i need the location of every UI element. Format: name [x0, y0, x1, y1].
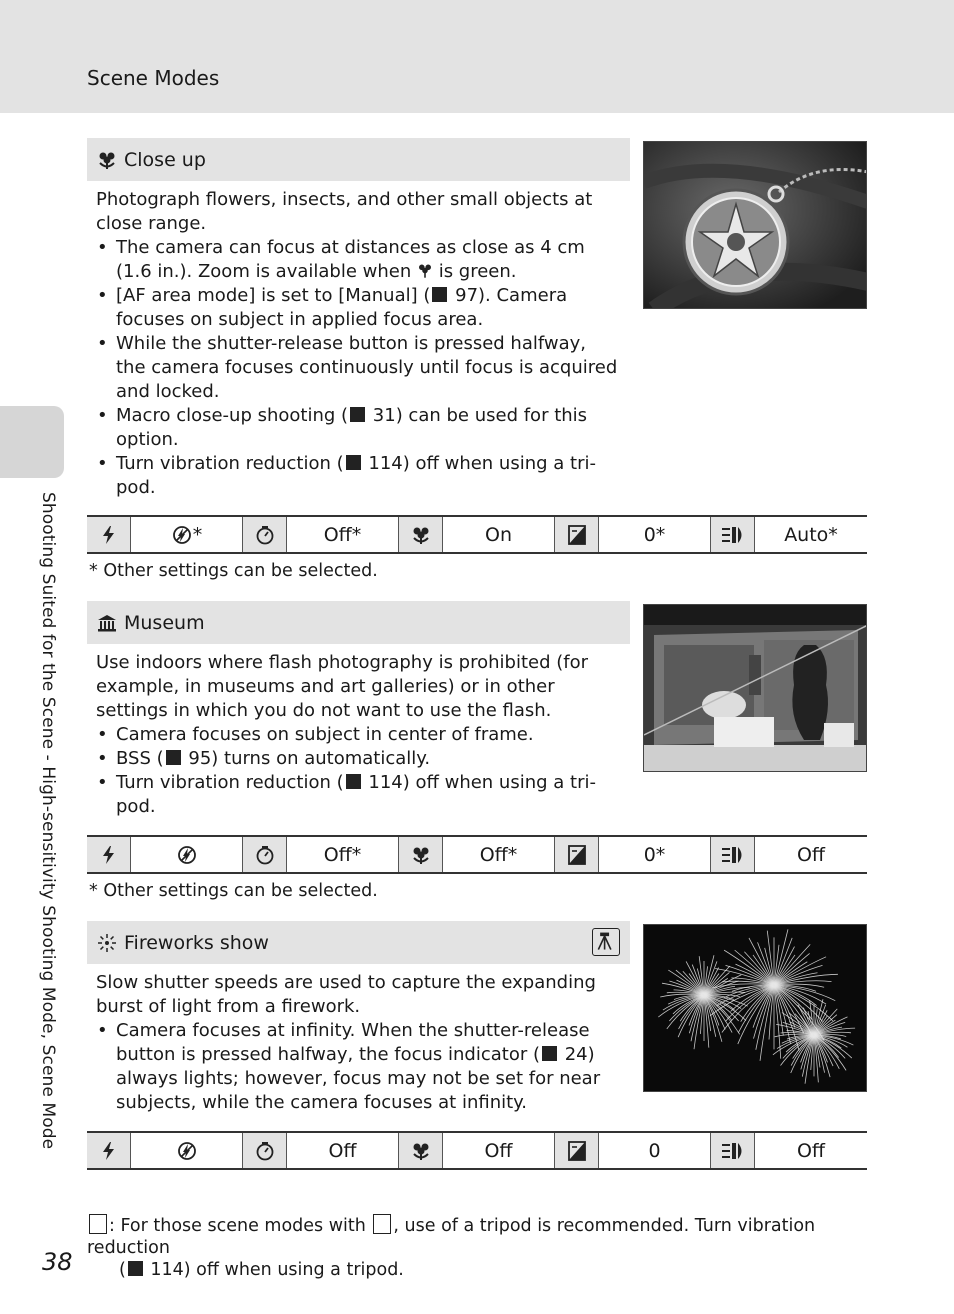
noise-reduction-icon	[711, 1133, 755, 1168]
macro-icon	[399, 1133, 443, 1168]
exposure-comp-value: 0*	[599, 837, 711, 872]
museum-photo	[643, 604, 867, 772]
tripod-footnote: : For those scene modes with , use of a tripod is recommended. Turn vibration reduction ( 114) off when using a tripod.	[87, 1216, 816, 1280]
exposure-comp-icon	[555, 837, 599, 872]
flash-off-icon	[171, 524, 193, 546]
close-up-photo	[643, 141, 867, 309]
exposure-comp-icon	[555, 1133, 599, 1168]
page-ref-icon	[128, 1261, 143, 1276]
page-ref-icon	[432, 287, 447, 302]
flash-icon	[87, 517, 131, 552]
flash-off-icon	[176, 1140, 198, 1162]
settings-footnote: * Other settings can be selected.	[89, 881, 378, 901]
exposure-comp-value: 0*	[599, 517, 711, 552]
page-ref-icon	[346, 455, 361, 470]
macro-value: Off*	[443, 837, 555, 872]
settings-table	[87, 835, 867, 874]
noise-reduction-icon	[711, 517, 755, 552]
section-intro: Use indoors where flash photography is prohibited (for example, in museums and art galleries) or in other settings in which you do not want to use the flash.	[96, 652, 589, 721]
section-title: Close up	[124, 148, 206, 171]
bullet-list	[96, 723, 621, 819]
noise-reduction-value: Off	[796, 1139, 826, 1162]
bullet-list	[96, 236, 621, 500]
self-timer-icon	[243, 837, 287, 872]
page-ref-icon	[542, 1046, 557, 1061]
tripod-icon	[592, 928, 620, 956]
macro-flower-icon	[97, 150, 117, 170]
tripod-icon	[89, 1214, 107, 1234]
section-body	[96, 651, 621, 819]
section-intro: Slow shutter speeds are used to capture the expanding burst of light from a firework.	[96, 972, 596, 1017]
macro-flower-icon	[417, 262, 433, 279]
list-item: • Macro close-up shooting ( 31) can be used for this option.	[96, 404, 621, 452]
section-title: Museum	[124, 611, 205, 634]
macro-icon	[399, 517, 443, 552]
section-body	[96, 188, 621, 500]
self-timer-value: Off	[287, 1133, 399, 1168]
section-body	[96, 971, 621, 1115]
noise-reduction-value: Auto*	[784, 523, 838, 546]
settings-table	[87, 1131, 867, 1170]
list-item: • While the shutter-release button is pressed halfway, the camera focuses continuously until focus is acquired and locked.	[96, 332, 621, 404]
self-timer-icon	[243, 1133, 287, 1168]
flash-icon	[87, 837, 131, 872]
macro-icon	[399, 837, 443, 872]
list-item: • Camera focuses on subject in center of frame.	[96, 723, 621, 747]
settings-table	[87, 515, 867, 554]
section-intro: Photograph flowers, insects, and other small objects at close range.	[96, 189, 593, 234]
list-item: • The camera can focus at distances as close as 4 cm (1.6 in.). Zoom is available when is green.	[96, 236, 621, 284]
settings-footnote: * Other settings can be selected.	[89, 561, 378, 581]
noise-reduction-icon	[711, 837, 755, 872]
flash-value: *	[192, 523, 203, 546]
chapter-side-label: Shooting Suited for the Scene - High-sensitivity Shooting Mode, Scene Mode	[38, 492, 58, 1150]
tripod-icon	[373, 1214, 391, 1234]
list-item: • Turn vibration reduction ( 114) off when using a tri-pod.	[96, 771, 621, 819]
page-number: 38	[42, 1248, 73, 1276]
page-ref-icon	[346, 774, 361, 789]
self-timer-icon	[243, 517, 287, 552]
page-header-title: Scene Modes	[87, 66, 220, 90]
museum-icon	[97, 613, 117, 633]
chapter-tab	[0, 406, 64, 478]
fireworks-photo	[643, 924, 867, 1092]
header-band	[0, 0, 954, 113]
flash-icon	[87, 1133, 131, 1168]
macro-value: Off	[443, 1133, 555, 1168]
section-heading	[87, 138, 630, 181]
list-item: • Turn vibration reduction ( 114) off when using a tri-pod.	[96, 452, 621, 500]
exposure-comp-value: 0	[599, 1133, 711, 1168]
list-item: • [AF area mode] is set to [Manual] ( 97). Camera focuses on subject in applied focus area.	[96, 284, 621, 332]
noise-reduction-value: Off	[796, 843, 826, 866]
macro-value: On	[443, 517, 555, 552]
list-item: • BSS ( 95) turns on automatically.	[96, 747, 621, 771]
section-title: Fireworks show	[124, 931, 269, 954]
section-heading	[87, 601, 630, 644]
flash-off-icon	[176, 844, 198, 866]
page-ref-icon	[350, 407, 365, 422]
self-timer-value: Off*	[287, 517, 399, 552]
exposure-comp-icon	[555, 517, 599, 552]
section-heading	[87, 921, 630, 964]
fireworks-icon	[97, 933, 117, 953]
page-ref-icon	[166, 750, 181, 765]
list-item: • Camera focuses at infinity. When the shutter-release button is pressed halfway, the focus indicator ( 24) always lights; however, focus may not be set for near subjects, while the camera focuses at infinity.	[96, 1019, 621, 1115]
self-timer-value: Off*	[287, 837, 399, 872]
bullet-list	[96, 1019, 621, 1115]
